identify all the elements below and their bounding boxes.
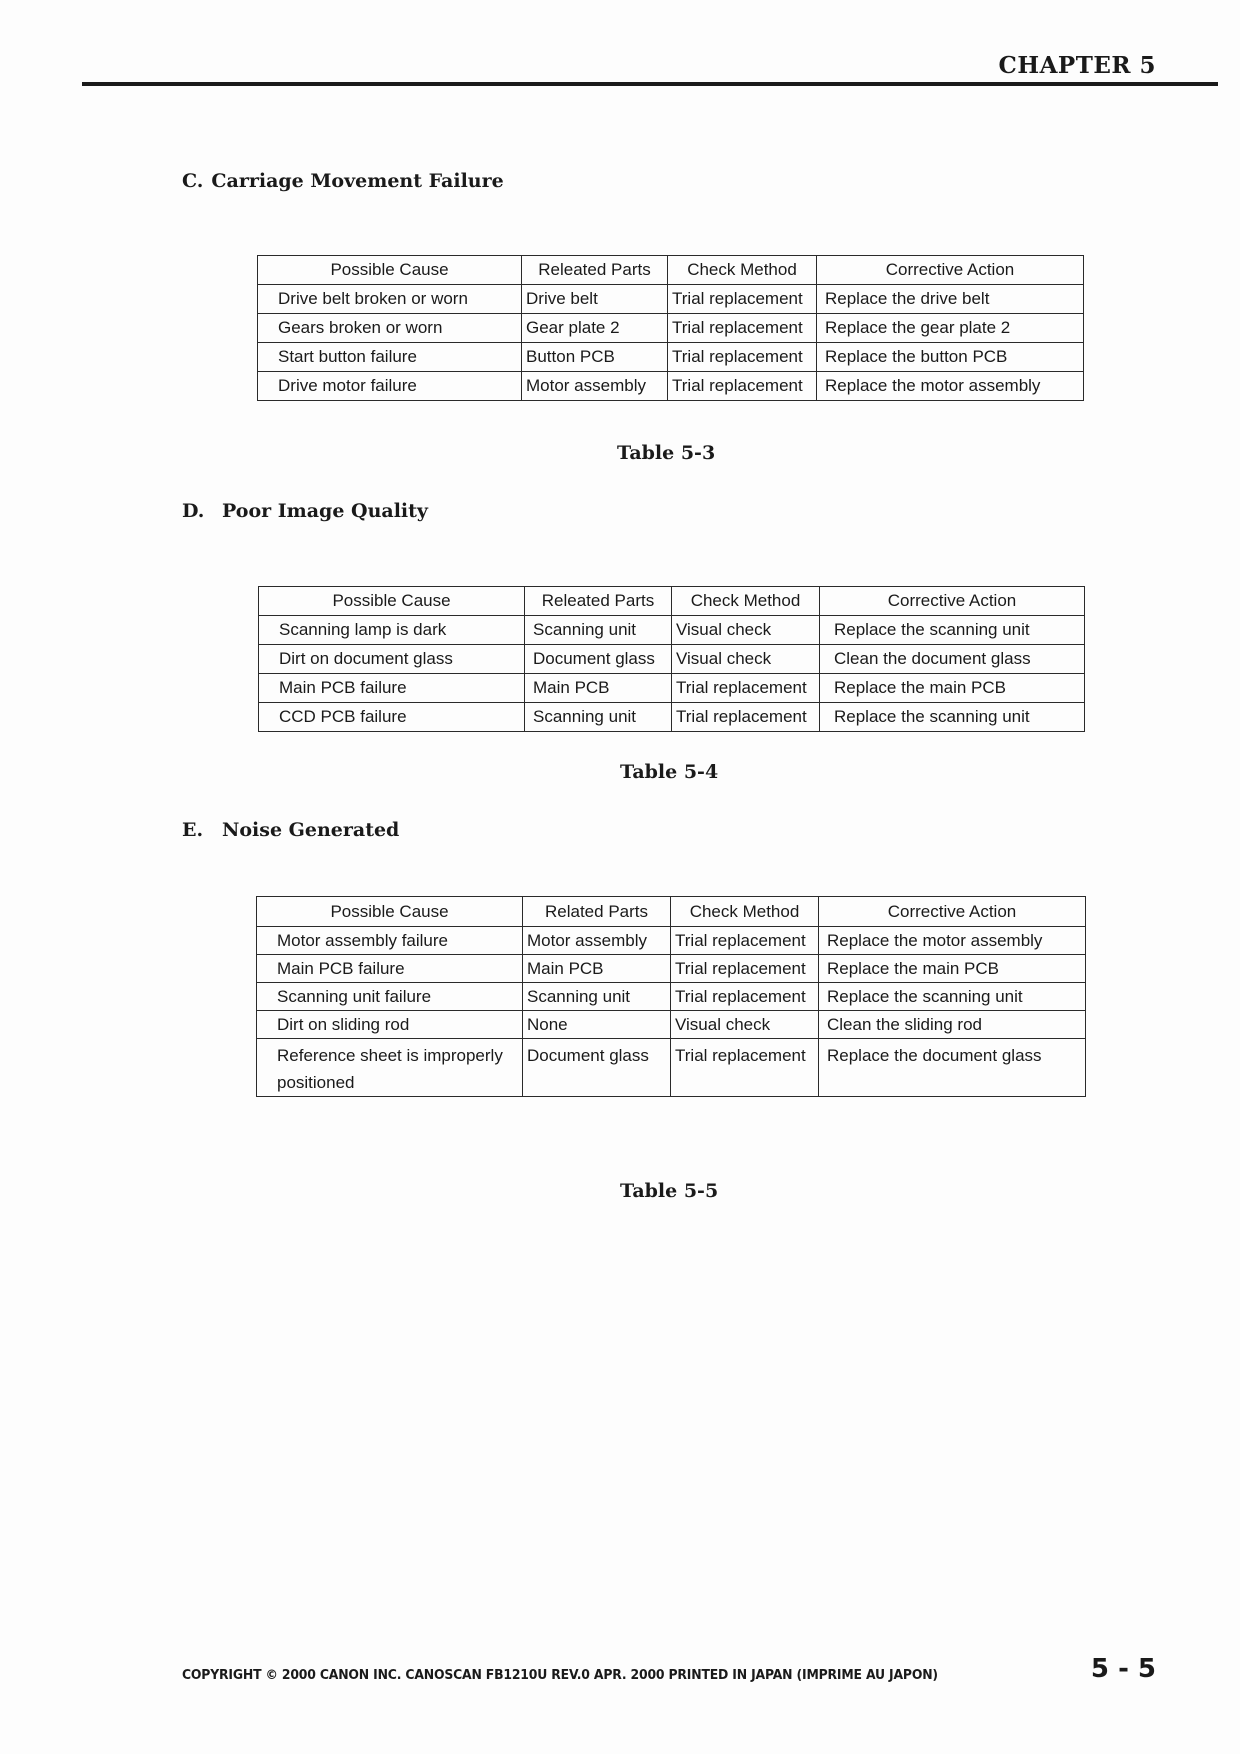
table-row xyxy=(259,703,1085,732)
table-5-4-caption: Table 5-4 xyxy=(620,761,719,783)
cell-corrective-action: Replace the motor assembly xyxy=(819,927,1086,955)
cell-related-parts: Gear plate 2 xyxy=(522,314,668,343)
cell-corrective-action: Replace the scanning unit xyxy=(819,983,1086,1011)
column-header: Releated Parts xyxy=(525,587,672,616)
cell-check-method: Trial replacement xyxy=(672,703,820,732)
cell-related-parts: Main PCB xyxy=(525,674,672,703)
table-row xyxy=(259,674,1085,703)
cell-corrective-action: Clean the document glass xyxy=(820,645,1085,674)
column-header: Check Method xyxy=(672,587,820,616)
cell-possible-cause: Dirt on document glass xyxy=(259,645,525,674)
cell-check-method: Visual check xyxy=(672,645,820,674)
table-5-4 xyxy=(258,586,1085,732)
cell-possible-cause: Gears broken or worn xyxy=(258,314,522,343)
cell-check-method: Trial replacement xyxy=(671,955,819,983)
section-e-heading xyxy=(182,819,399,841)
cell-related-parts: Motor assembly xyxy=(523,927,671,955)
section-e-title: Noise Generated xyxy=(222,819,400,841)
section-e-letter: E. xyxy=(182,819,204,841)
table-row xyxy=(257,1011,1086,1039)
cell-corrective-action: Replace the document glass xyxy=(819,1039,1086,1097)
table-row xyxy=(258,285,1084,314)
cell-possible-cause: CCD PCB failure xyxy=(259,703,525,732)
cell-related-parts: Scanning unit xyxy=(525,616,672,645)
column-header: Possible Cause xyxy=(259,587,525,616)
table-header-row xyxy=(257,897,1086,927)
page-number: 5 - 5 xyxy=(1090,1654,1156,1684)
cell-check-method: Trial replacement xyxy=(672,674,820,703)
column-header: Related Parts xyxy=(523,897,671,927)
cell-related-parts: Scanning unit xyxy=(523,983,671,1011)
cell-related-parts: None xyxy=(523,1011,671,1039)
table-row xyxy=(257,955,1086,983)
table-row xyxy=(257,1039,1086,1097)
section-d-letter: D. xyxy=(182,500,205,522)
cell-corrective-action: Replace the main PCB xyxy=(819,955,1086,983)
column-header: Check Method xyxy=(671,897,819,927)
table-5-5 xyxy=(256,896,1086,1097)
cell-related-parts: Document glass xyxy=(525,645,672,674)
cell-related-parts: Scanning unit xyxy=(525,703,672,732)
cell-corrective-action: Replace the drive belt xyxy=(817,285,1084,314)
section-d-heading xyxy=(182,500,428,522)
table-row xyxy=(258,343,1084,372)
cell-corrective-action: Clean the sliding rod xyxy=(819,1011,1086,1039)
cell-possible-cause: Main PCB failure xyxy=(259,674,525,703)
cell-check-method: Visual check xyxy=(671,1011,819,1039)
column-header: Corrective Action xyxy=(817,256,1084,285)
cell-possible-cause: Reference sheet is improperly positioned xyxy=(257,1039,523,1097)
cell-corrective-action: Replace the motor assembly xyxy=(817,372,1084,401)
cell-possible-cause: Main PCB failure xyxy=(257,955,523,983)
column-header: Corrective Action xyxy=(820,587,1085,616)
cell-check-method: Trial replacement xyxy=(671,983,819,1011)
table-header-row xyxy=(259,587,1085,616)
cell-check-method: Trial replacement xyxy=(668,343,817,372)
section-c-title: Carriage Movement Failure xyxy=(211,170,504,192)
cell-check-method: Visual check xyxy=(672,616,820,645)
cell-corrective-action: Replace the gear plate 2 xyxy=(817,314,1084,343)
cell-related-parts: Document glass xyxy=(523,1039,671,1097)
table-5-3 xyxy=(257,255,1084,401)
cell-check-method: Trial replacement xyxy=(668,372,817,401)
cell-related-parts: Motor assembly xyxy=(522,372,668,401)
table-row xyxy=(259,645,1085,674)
cell-check-method: Trial replacement xyxy=(668,314,817,343)
cell-check-method: Trial replacement xyxy=(671,1039,819,1097)
section-d-title: Poor Image Quality xyxy=(222,500,428,522)
column-header: Check Method xyxy=(668,256,817,285)
cell-corrective-action: Replace the scanning unit xyxy=(820,616,1085,645)
table-row xyxy=(257,983,1086,1011)
cell-check-method: Trial replacement xyxy=(668,285,817,314)
section-c-letter: C. xyxy=(182,170,204,192)
section-c-heading xyxy=(182,170,504,192)
header-rule xyxy=(82,82,1218,86)
table-5-5-caption: Table 5-5 xyxy=(620,1180,719,1202)
table-row xyxy=(259,616,1085,645)
chapter-heading: CHAPTER 5 xyxy=(998,52,1156,79)
cell-possible-cause: Drive belt broken or worn xyxy=(258,285,522,314)
cell-corrective-action: Replace the main PCB xyxy=(820,674,1085,703)
cell-possible-cause: Dirt on sliding rod xyxy=(257,1011,523,1039)
cell-possible-cause: Scanning unit failure xyxy=(257,983,523,1011)
cell-possible-cause: Start button failure xyxy=(258,343,522,372)
column-header: Corrective Action xyxy=(819,897,1086,927)
cell-corrective-action: Replace the scanning unit xyxy=(820,703,1085,732)
table-header-row xyxy=(258,256,1084,285)
copyright-footer: COPYRIGHT © 2000 CANON INC. CANOSCAN FB1210U REV.0 APR. 2000 PRINTED IN JAPAN (IMPRIME AU JAPON) xyxy=(182,1667,938,1683)
table-row xyxy=(258,372,1084,401)
table-5-3-caption: Table 5-3 xyxy=(617,442,716,464)
cell-related-parts: Drive belt xyxy=(522,285,668,314)
table-row xyxy=(258,314,1084,343)
cell-check-method: Trial replacement xyxy=(671,927,819,955)
column-header: Releated Parts xyxy=(522,256,668,285)
cell-possible-cause: Scanning lamp is dark xyxy=(259,616,525,645)
cell-possible-cause: Drive motor failure xyxy=(258,372,522,401)
column-header: Possible Cause xyxy=(258,256,522,285)
cell-corrective-action: Replace the button PCB xyxy=(817,343,1084,372)
column-header: Possible Cause xyxy=(257,897,523,927)
table-row xyxy=(257,927,1086,955)
cell-possible-cause: Motor assembly failure xyxy=(257,927,523,955)
cell-related-parts: Button PCB xyxy=(522,343,668,372)
cell-related-parts: Main PCB xyxy=(523,955,671,983)
